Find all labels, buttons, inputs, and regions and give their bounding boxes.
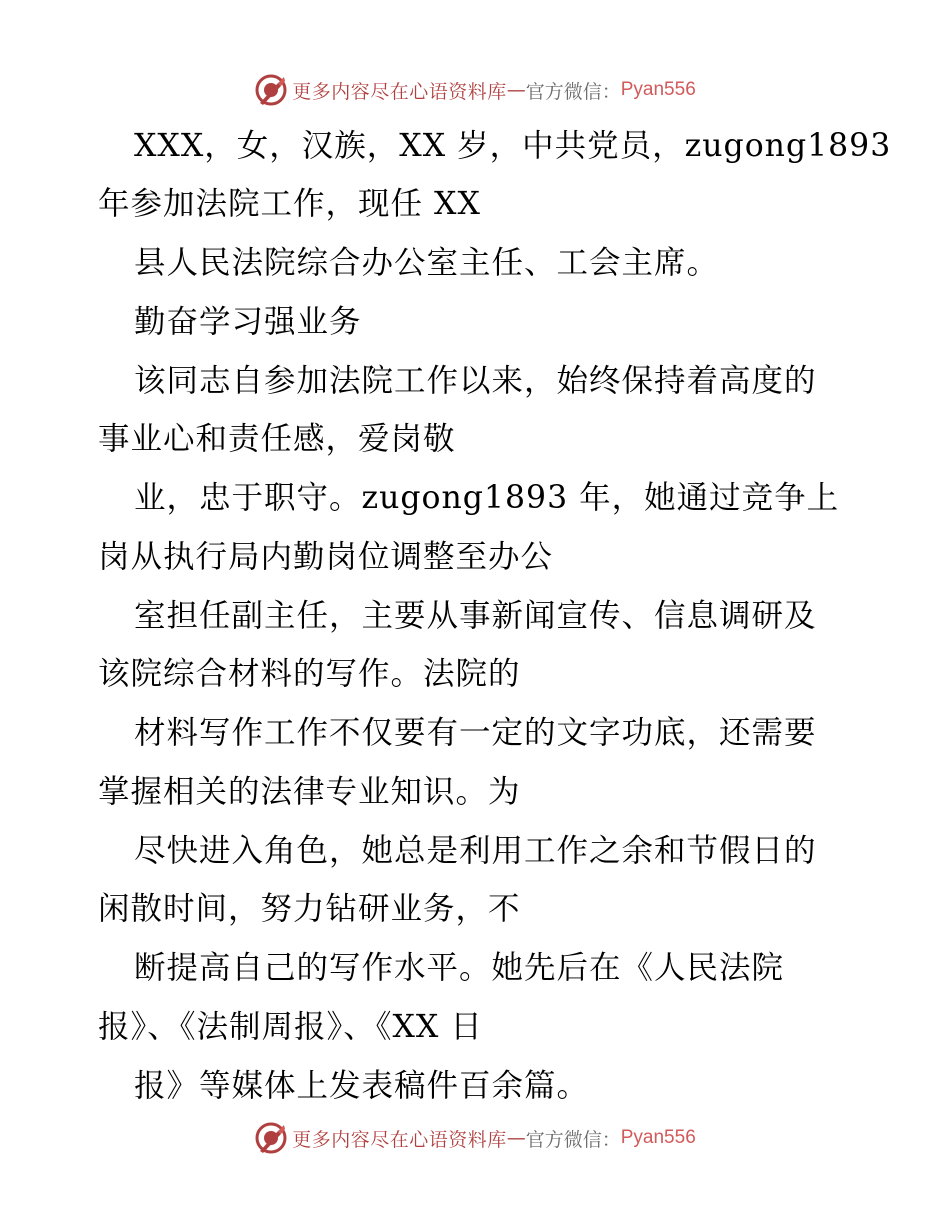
body-line: 材料写作工作不仅要有一定的文字功底，还需要: [134, 715, 817, 751]
watermark-wechat-label: 官方微信：: [525, 1128, 621, 1151]
watermark-wechat-id: Pyan556: [620, 1127, 696, 1148]
section-heading: 勤奋学习强业务: [134, 304, 362, 340]
body-line: XXX，女，汉族，XX 岁，中共党员，zugong1893: [134, 128, 892, 164]
body-line: 掌握相关的法律专业知识。为: [98, 774, 521, 810]
watermark-brand: 更多内容尽在心语资料库: [292, 1128, 507, 1151]
quill-seal-icon: [254, 1121, 288, 1155]
body-line: 事业心和责任感，爱岗敬: [98, 421, 456, 457]
watermark-brand: 更多内容尽在心语资料库: [292, 80, 507, 103]
watermark-separator: —: [506, 1127, 526, 1149]
watermark-wechat-label: 官方微信：: [525, 80, 621, 103]
body-line: 尽快进入角色，她总是利用工作之余和节假日的: [134, 833, 817, 869]
header-watermark: [0, 70, 950, 110]
body-line: 报》、《法制周报》、《XX 日: [98, 1009, 483, 1045]
body-line: 业，忠于职守。zugong1893 年，她通过竞争上: [134, 480, 840, 516]
body-line: 该院综合材料的写作。法院的: [98, 656, 521, 692]
body-line: 岗从执行局内勤岗位调整至办公: [98, 539, 554, 575]
quill-seal-icon: [254, 73, 288, 107]
body-line: 该同志自参加法院工作以来，始终保持着高度的: [134, 363, 817, 399]
body-line: 室担任副主任，主要从事新闻宣传、信息调研及: [134, 598, 817, 634]
footer-watermark: [0, 1118, 950, 1158]
body-line: 县人民法院综合办公室主任、工会主席。: [134, 245, 720, 281]
body-line: 断提高自己的写作水平。她先后在《人民法院: [134, 950, 785, 986]
watermark-separator: —: [506, 79, 526, 101]
body-line: 闲散时间，努力钻研业务，不: [98, 891, 521, 927]
body-line: 年参加法院工作，现任 XX: [98, 186, 481, 222]
watermark-wechat-id: Pyan556: [620, 79, 696, 100]
body-line: 报》等媒体上发表稿件百余篇。: [134, 1068, 590, 1104]
